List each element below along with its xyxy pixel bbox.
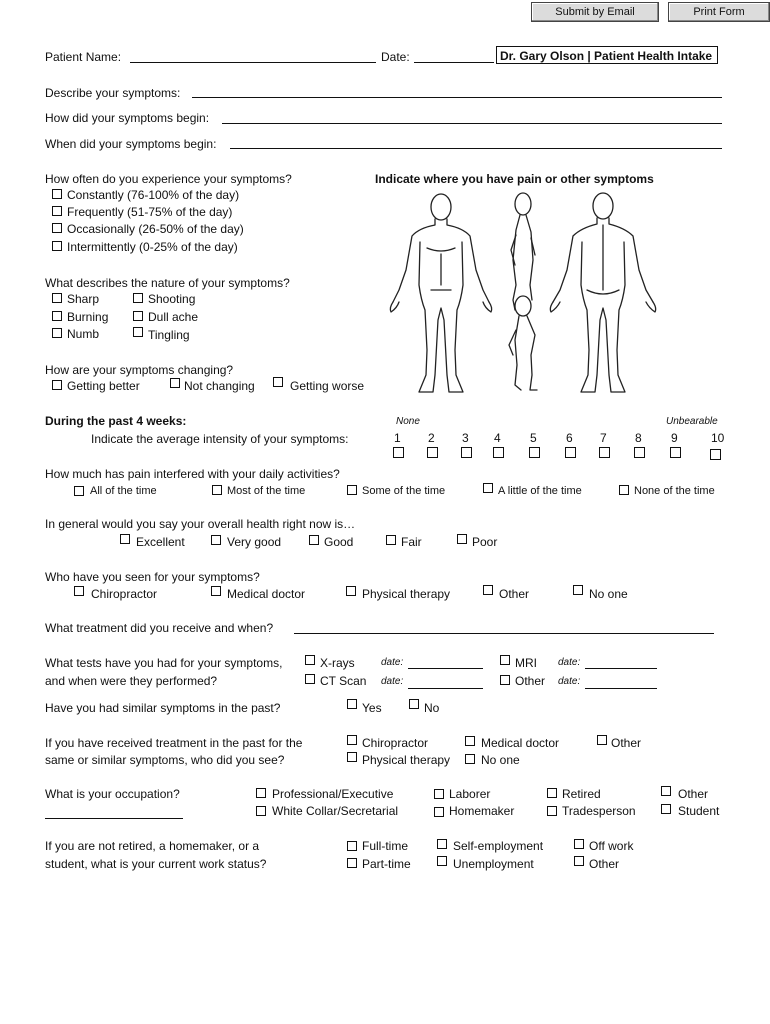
work-status-option-label: Off work [589,839,634,853]
work-status-checkbox-off-work[interactable] [574,839,584,849]
ct-date-field[interactable] [408,688,483,689]
frequency-option-label: Constantly (76-100% of the day) [67,188,240,202]
intensity-number-1: 1 [394,431,401,445]
past-treatment-checkbox-chiropractor[interactable] [347,735,357,745]
occupation-option-label: Professional/Executive [272,787,394,801]
treatment-question: What treatment did you receive and when? [45,621,274,635]
intensity-checkbox-5[interactable] [529,447,540,458]
nature-option-label: Tingling [148,328,190,342]
intensity-checkbox-3[interactable] [461,447,472,458]
work-status-checkbox-part-time[interactable] [347,858,357,868]
side-figure-lower [509,296,537,390]
frequency-question: How often do you experience your symptoms? [45,172,292,186]
intensity-checkbox-7[interactable] [599,447,610,458]
tests-question-line1: What tests have you had for your symptoms, [45,656,283,670]
date-label: Date: [381,50,410,64]
work-status-checkbox-full-time[interactable] [347,841,357,851]
work-status-option-label: Other [589,857,620,871]
occupation-checkbox-other[interactable] [661,786,671,796]
health-checkbox-fair[interactable] [386,535,396,545]
frequency-checkbox-intermittently[interactable] [52,241,62,251]
date-label: date: [381,657,404,668]
seen-checkbox-no-one[interactable] [573,585,583,595]
seen-checkbox-physical-therapy[interactable] [346,586,356,596]
work-status-question-line2: student, what is your current work status? [45,857,267,871]
changing-option-label: Getting worse [290,379,365,393]
occupation-option-label: Student [678,804,720,818]
occupation-question: What is your occupation? [45,787,180,801]
past-treatment-checkbox-medical-doctor[interactable] [465,736,475,746]
health-option-label: Poor [472,535,498,549]
nature-option-label: Dull ache [148,310,199,324]
seen-checkbox-other[interactable] [483,585,493,595]
tests-option-label: MRI [515,656,537,670]
occupation-option-label: White Collar/Secretarial [272,804,399,818]
work-status-option-label: Self-employment [453,839,544,853]
nature-option-label: Numb [67,327,100,341]
intensity-number-10: 10 [711,431,725,445]
tests-option-label: Other [515,674,546,688]
frequency-option-label: Frequently (51-75% of the day) [67,205,233,219]
intensity-number-5: 5 [530,431,537,445]
interference-option-label: None of the time [634,485,715,497]
tests-option-label: CT Scan [320,674,367,688]
seen-option-label: Physical therapy [362,587,451,601]
xrays-date-field[interactable] [408,668,483,669]
intensity-question: Indicate the average intensity of your symptoms: [91,432,349,446]
intensity-checkbox-4[interactable] [493,447,504,458]
changing-option-label: Getting better [67,379,140,393]
health-checkbox-very-good[interactable] [211,535,221,545]
past-treatment-option-label: Chiropractor [362,736,429,750]
occupation-checkbox-student[interactable] [661,804,671,814]
tests-checkbox-ct-scan[interactable] [305,674,315,684]
work-status-checkbox-other[interactable] [574,856,584,866]
work-status-option-label: Unemployment [453,857,534,871]
health-option-label: Fair [401,535,422,549]
similar-question: Have you had similar symptoms in the past? [45,701,281,715]
date-label: date: [558,676,581,687]
similar-checkbox-no[interactable] [409,699,419,709]
seen-question: Who have you seen for your symptoms? [45,570,260,584]
occupation-option-label: Other [678,787,709,801]
interference-option-label: Most of the time [227,485,306,497]
occupation-checkbox-professional[interactable] [256,788,266,798]
intensity-checkbox-10[interactable] [710,449,721,460]
occupation-option-label: Retired [562,787,601,801]
frequency-checkbox-frequently[interactable] [52,206,62,216]
intensity-number-3: 3 [462,431,469,445]
treatment-field[interactable] [294,633,714,634]
describe-symptoms-field[interactable] [192,97,722,98]
past-treatment-option-label: Medical doctor [481,736,560,750]
past-treatment-option-label: Physical therapy [362,753,451,767]
past-treatment-question-line2: same or similar symptoms, who did you see? [45,753,285,767]
frequency-checkbox-occasionally[interactable] [52,223,62,233]
frequency-checkbox-constantly[interactable] [52,189,62,199]
work-status-checkbox-unemployment[interactable] [437,856,447,866]
intensity-number-7: 7 [600,431,607,445]
how-begin-field[interactable] [222,123,722,124]
interference-option-label: All of the time [90,485,157,497]
intensity-checkbox-1[interactable] [393,447,404,458]
past-treatment-checkbox-no-one[interactable] [465,754,475,764]
occupation-checkbox-white-collar[interactable] [256,806,266,816]
interference-option-label: A little of the time [498,485,582,497]
submit-by-email-button[interactable]: Submit by Email [531,2,659,22]
similar-option-label: No [424,701,440,715]
occupation-option-label: Tradesperson [562,804,636,818]
nature-checkbox-shooting[interactable] [133,293,143,303]
interference-checkbox-little[interactable] [483,483,493,493]
changing-checkbox-not-changing[interactable] [170,378,180,388]
when-begin-label: When did your symptoms begin: [45,137,217,151]
work-status-option-label: Part-time [362,857,411,871]
health-checkbox-good[interactable] [309,535,319,545]
work-status-question-line1: If you are not retired, a homemaker, or a [45,839,260,853]
occupation-checkbox-retired[interactable] [547,788,557,798]
occupation-checkbox-tradesperson[interactable] [547,806,557,816]
date-label: date: [558,657,581,668]
changing-checkbox-better[interactable] [52,380,62,390]
past-treatment-option-label: Other [611,736,642,750]
seen-option-label: No one [589,587,628,601]
health-question: In general would you say your overall health right now is… [45,517,356,531]
intensity-checkbox-8[interactable] [634,447,645,458]
health-checkbox-excellent[interactable] [120,534,130,544]
intensity-heading: During the past 4 weeks: [45,414,187,428]
nature-checkbox-tingling[interactable] [133,327,143,337]
intensity-number-2: 2 [428,431,435,445]
work-status-option-label: Full-time [362,839,409,853]
past-treatment-checkbox-physical-therapy[interactable] [347,752,357,762]
nature-checkbox-numb[interactable] [52,328,62,338]
date-field[interactable] [414,62,494,63]
seen-checkbox-chiropractor[interactable] [74,586,84,596]
similar-option-label: Yes [362,701,382,715]
back-figure [550,193,655,392]
intensity-unbearable-label: Unbearable [666,416,718,427]
intensity-checkbox-6[interactable] [565,447,576,458]
intensity-none-label: None [396,416,420,427]
occupation-checkbox-laborer[interactable] [434,789,444,799]
describe-symptoms-label: Describe your symptoms: [45,86,181,100]
changing-option-label: Not changing [184,379,255,393]
work-status-checkbox-self-employment[interactable] [437,839,447,849]
changing-question: How are your symptoms changing? [45,363,234,377]
patient-name-field[interactable] [130,62,376,63]
past-treatment-question-line1: If you have received treatment in the past for the [45,736,303,750]
patient-name-label: Patient Name: [45,50,122,64]
intensity-number-8: 8 [635,431,642,445]
seen-option-label: Medical doctor [227,587,306,601]
intensity-number-9: 9 [671,431,678,445]
intensity-checkbox-9[interactable] [670,447,681,458]
when-begin-field[interactable] [230,148,722,149]
occupation-field[interactable] [45,818,183,819]
tests-checkbox-xrays[interactable] [305,655,315,665]
tests-checkbox-other[interactable] [500,675,510,685]
intensity-number-6: 6 [566,431,573,445]
health-option-label: Good [324,535,354,549]
tests-option-label: X-rays [320,656,355,670]
nature-checkbox-sharp[interactable] [52,293,62,303]
intensity-number-4: 4 [494,431,501,445]
front-figure [390,194,491,392]
nature-option-label: Shooting [148,292,196,306]
body-figures-diagram[interactable] [385,190,670,400]
occupation-checkbox-homemaker[interactable] [434,807,444,817]
occupation-option-label: Laborer [449,787,491,801]
seen-option-label: Other [499,587,530,601]
nature-checkbox-burning[interactable] [52,311,62,321]
past-treatment-checkbox-other[interactable] [597,735,607,745]
tests-question-line2: and when were they performed? [45,674,218,688]
interference-checkbox-some[interactable] [347,485,357,495]
intensity-checkbox-2[interactable] [427,447,438,458]
mri-date-field[interactable] [585,668,657,669]
interference-checkbox-all[interactable] [74,486,84,496]
nature-checkbox-dull-ache[interactable] [133,311,143,321]
occupation-option-label: Homemaker [449,804,515,818]
side-figure-upper [511,193,535,310]
health-option-label: Very good [227,535,282,549]
health-checkbox-poor[interactable] [457,534,467,544]
health-option-label: Excellent [136,535,185,549]
seen-checkbox-medical-doctor[interactable] [211,586,221,596]
changing-checkbox-worse[interactable] [273,377,283,387]
nature-option-label: Burning [67,310,109,324]
interference-question: How much has pain interfered with your daily activities? [45,467,340,481]
interference-option-label: Some of the time [362,485,446,497]
interference-checkbox-none[interactable] [619,485,629,495]
interference-checkbox-most[interactable] [212,485,222,495]
similar-checkbox-yes[interactable] [347,699,357,709]
intake-banner: Dr. Gary Olson | Patient Health Intake [496,46,718,64]
nature-question: What describes the nature of your symptoms? [45,276,290,290]
print-form-button[interactable]: Print Form [668,2,770,22]
nature-option-label: Sharp [67,292,100,306]
frequency-option-label: Occasionally (26-50% of the day) [67,222,244,236]
past-treatment-option-label: No one [481,753,520,767]
seen-option-label: Chiropractor [91,587,158,601]
how-begin-label: How did your symptoms begin: [45,111,210,125]
date-label: date: [381,676,404,687]
other-test-date-field[interactable] [585,688,657,689]
tests-checkbox-mri[interactable] [500,655,510,665]
body-diagram-title: Indicate where you have pain or other symptoms [375,172,654,186]
frequency-option-label: Intermittently (0-25% of the day) [67,240,238,254]
